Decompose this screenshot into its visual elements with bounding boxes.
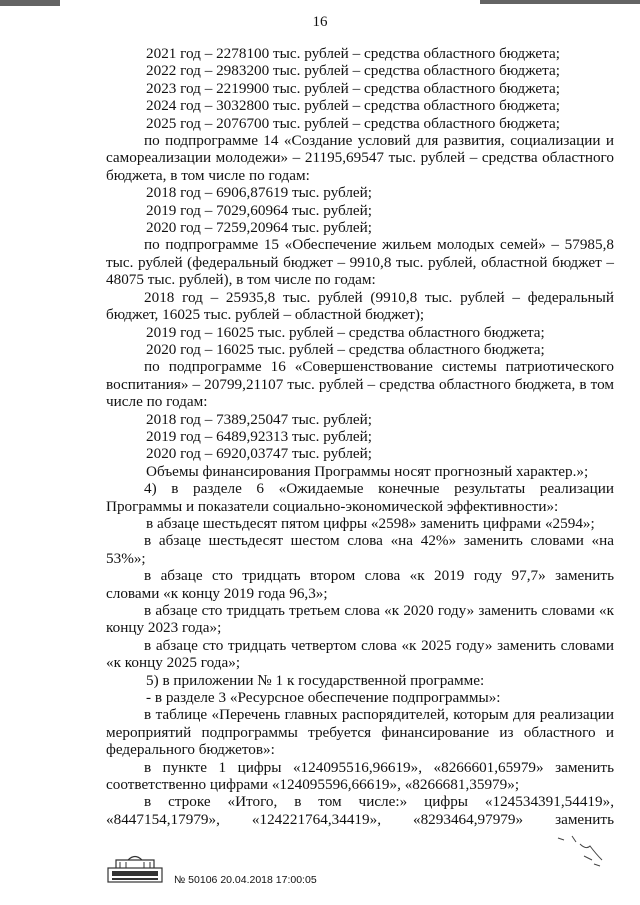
document-body	[106, 45, 614, 828]
table-paragraph: в таблице «Перечень главных распорядителей, которым для реализации мероприятий подпрограммы требуется финансирование из областного и федерального бюджетов»:	[106, 706, 614, 759]
subprogram-14-paragraph: по подпрограмме 14 «Создание условий для развития, социализации и самореализации молодежи» – 21195,69547 тыс. рублей – средства областного бюджета, в том числе по годам:	[106, 132, 614, 184]
subprogram-15-year: 2019 год – 16025 тыс. рублей – средства областного бюджета;	[146, 323, 545, 341]
amendment-paragraph-132: в абзаце сто тридцать втором слова «к 2019 году 97,7» заменить словами «к концу 2019 года 96,3»;	[106, 567, 614, 602]
scan-edge-mark	[0, 0, 60, 6]
section-3-paragraph: - в разделе 3 «Ресурсное обеспечение подпрограммы»:	[146, 689, 501, 707]
subprogram-14-year: 2018 год – 6906,87619 тыс. рублей;	[146, 184, 373, 202]
item-4-paragraph: 4) в разделе 6 «Ожидаемые конечные результаты реализации Программы и показатели социально-экономической эффективности»:	[106, 480, 614, 515]
subprogram-16-year: 2019 год – 6489,92313 тыс. рублей;	[146, 427, 373, 445]
amendment-paragraph-134: в абзаце сто тридцать четвертом слова «к 2025 году» заменить словами «к концу 2025 года»;	[106, 636, 614, 672]
budget-line-2024: 2024 год – 3032800 тыс. рублей – средства областного бюджета;	[146, 97, 560, 115]
subprogram-15-paragraph: по подпрограмме 15 «Обеспечение жильем молодых семей» – 57985,8 тыс. рублей (федеральный бюджет – 9910,8 тыс. рублей, областной бюджет – 48075 тыс. рублей), в том числе по годам:	[106, 236, 614, 289]
subprogram-16-paragraph: по подпрограмме 16 «Совершенствование системы патриотического воспитания» – 20799,21107 тыс. рублей – средства областного бюджета, в том числе по годам:	[106, 358, 614, 411]
budget-line-2025: 2025 год – 2076700 тыс. рублей – средства областного бюджета;	[146, 114, 560, 132]
page-number: 16	[312, 14, 328, 30]
amendment-paragraph-65: в абзаце шестьдесят пятом цифры «2598» заменить цифрами «2594»;	[146, 514, 595, 532]
scan-edge-mark	[480, 0, 640, 4]
document-number: № 50106	[174, 874, 218, 886]
subprogram-16-year: 2018 год – 7389,25047 тыс. рублей;	[146, 410, 373, 428]
budget-line-2023: 2023 год – 2219900 тыс. рублей – средства областного бюджета;	[146, 79, 560, 97]
subprogram-16-year: 2020 год – 6920,03747 тыс. рублей;	[146, 445, 373, 463]
budget-line-2021: 2021 год – 2278100 тыс. рублей – средства областного бюджета;	[146, 45, 560, 62]
financing-note: Объемы финансирования Программы носят прогнозный характер.»;	[146, 462, 589, 480]
point-1-paragraph: в пункте 1 цифры «124095516,96619», «8266601,65979» заменить соответственно цифрами «124095596,66619», «8266681,35979»;	[106, 758, 614, 794]
itogo-paragraph: в строке «Итого, в том числе:» цифры «124534391,54419», «8447154,17979», «124221764,34419», «8293464,97979» заменить	[106, 793, 614, 828]
amendment-paragraph-66: в абзаце шестьдесят шестом слова «на 42%» заменить словами «на 53%»;	[106, 532, 614, 567]
subprogram-15-year: 2020 год – 16025 тыс. рублей – средства областного бюджета;	[146, 340, 545, 358]
building-stamp-icon	[106, 852, 164, 886]
amendment-paragraph-133: в абзаце сто тридцать третьем слова «к 2020 году» заменить словами «к концу 2023 года»;	[106, 602, 614, 637]
footer	[106, 852, 626, 892]
budget-line-2022: 2022 год – 2983200 тыс. рублей – средства областного бюджета;	[146, 62, 560, 80]
subprogram-14-year: 2020 год – 7259,20964 тыс. рублей;	[146, 219, 373, 237]
document-stamp-text	[174, 874, 317, 886]
subprogram-14-year: 2019 год – 7029,60964 тыс. рублей;	[146, 201, 373, 219]
item-5-paragraph: 5) в приложении № 1 к государственной программе:	[146, 671, 485, 689]
subprogram-15-year-2018: 2018 год – 25935,8 тыс. рублей (9910,8 тыс. рублей – федеральный бюджет, 16025 тыс. рублей – областной бюджет);	[106, 288, 614, 324]
document-timestamp: 20.04.2018 17:00:05	[220, 874, 317, 886]
